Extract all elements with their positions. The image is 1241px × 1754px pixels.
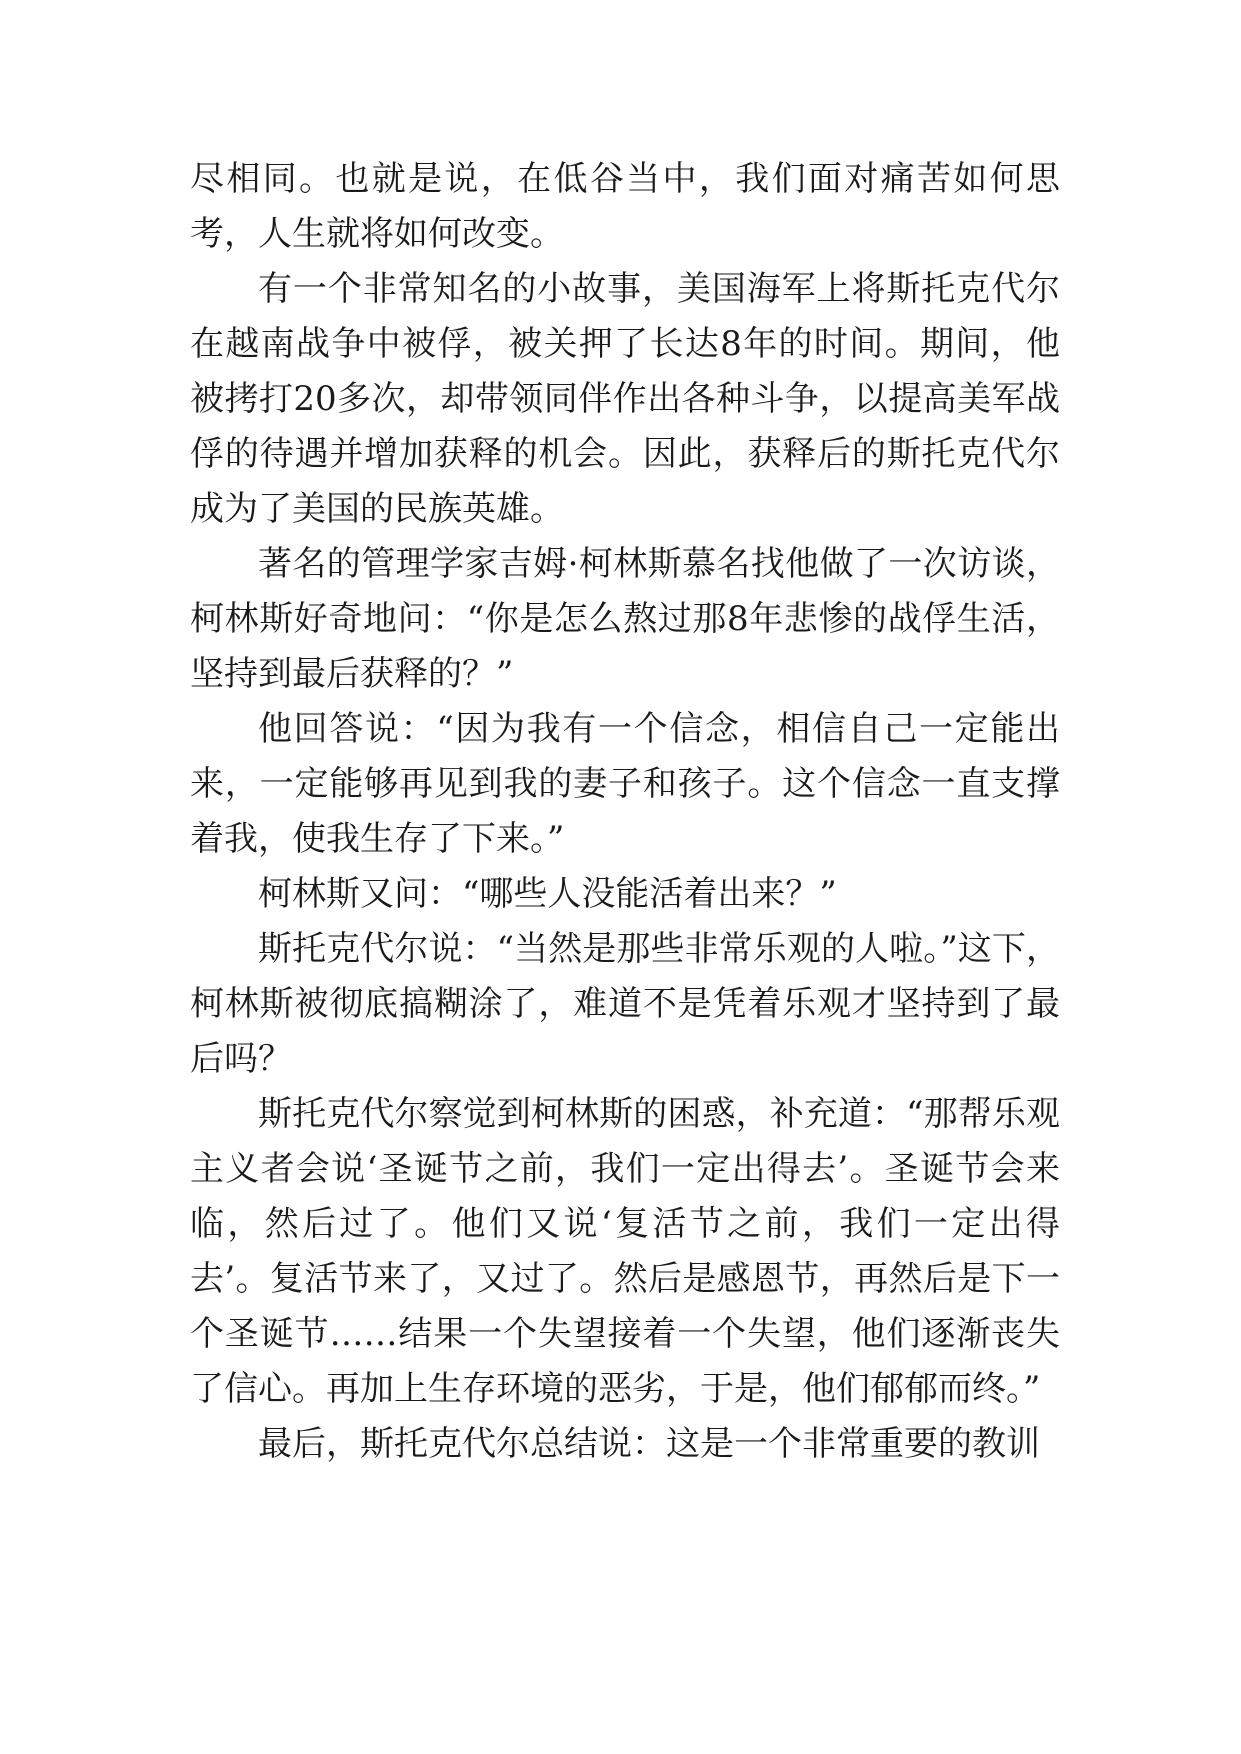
paragraph-3: 著名的管理学家吉姆·柯林斯慕名找他做了一次访谈，柯林斯好奇地问：“你是怎么熬过那8年悲惨的战俘生活，坚持到最后获释的？”: [190, 544, 1060, 694]
paragraph-7: 斯托克代尔察觉到柯林斯的困惑，补充道：“那帮乐观主义者会说‘圣诞节之前，我们一定出得去’。圣诞节会来临，然后过了。他们又说‘复活节之前，我们一定出得去’。复活节来了，又过了。然后是感恩节，再然后是下一个圣诞节……结果一个失望接着一个失望，他们逐渐丧失了信心。再加上生存环境的恶劣，于是，他们郁郁而终。”: [190, 1094, 1060, 1409]
paragraph-2: 有一个非常知名的小故事，美国海军上将斯托克代尔在越南战争中被俘，被关押了长达8年的时间。期间，他被拷打20多次，却带领同伴作出各种斗争，以提高美军战俘的待遇并增加获释的机会。因此，获释后的斯托克代尔成为了美国的民族英雄。: [190, 269, 1060, 529]
paragraph-4: 他回答说：“因为我有一个信念，相信自己一定能出来，一定能够再见到我的妻子和孩子。这个信念一直支撑着我，使我生存了下来。”: [190, 709, 1060, 859]
document-body: [190, 152, 1060, 1472]
paragraph-6: 斯托克代尔说：“当然是那些非常乐观的人啦。”这下，柯林斯被彻底搞糊涂了，难道不是凭着乐观才坚持到了最后吗？: [190, 929, 1060, 1079]
paragraph-1: 尽相同。也就是说，在低谷当中，我们面对痛苦如何思考，人生就将如何改变。: [190, 159, 1060, 254]
paragraph-8: 最后，斯托克代尔总结说：这是一个非常重要的教训: [258, 1424, 1040, 1464]
paragraph-5: 柯林斯又问：“哪些人没能活着出来？”: [258, 874, 837, 914]
